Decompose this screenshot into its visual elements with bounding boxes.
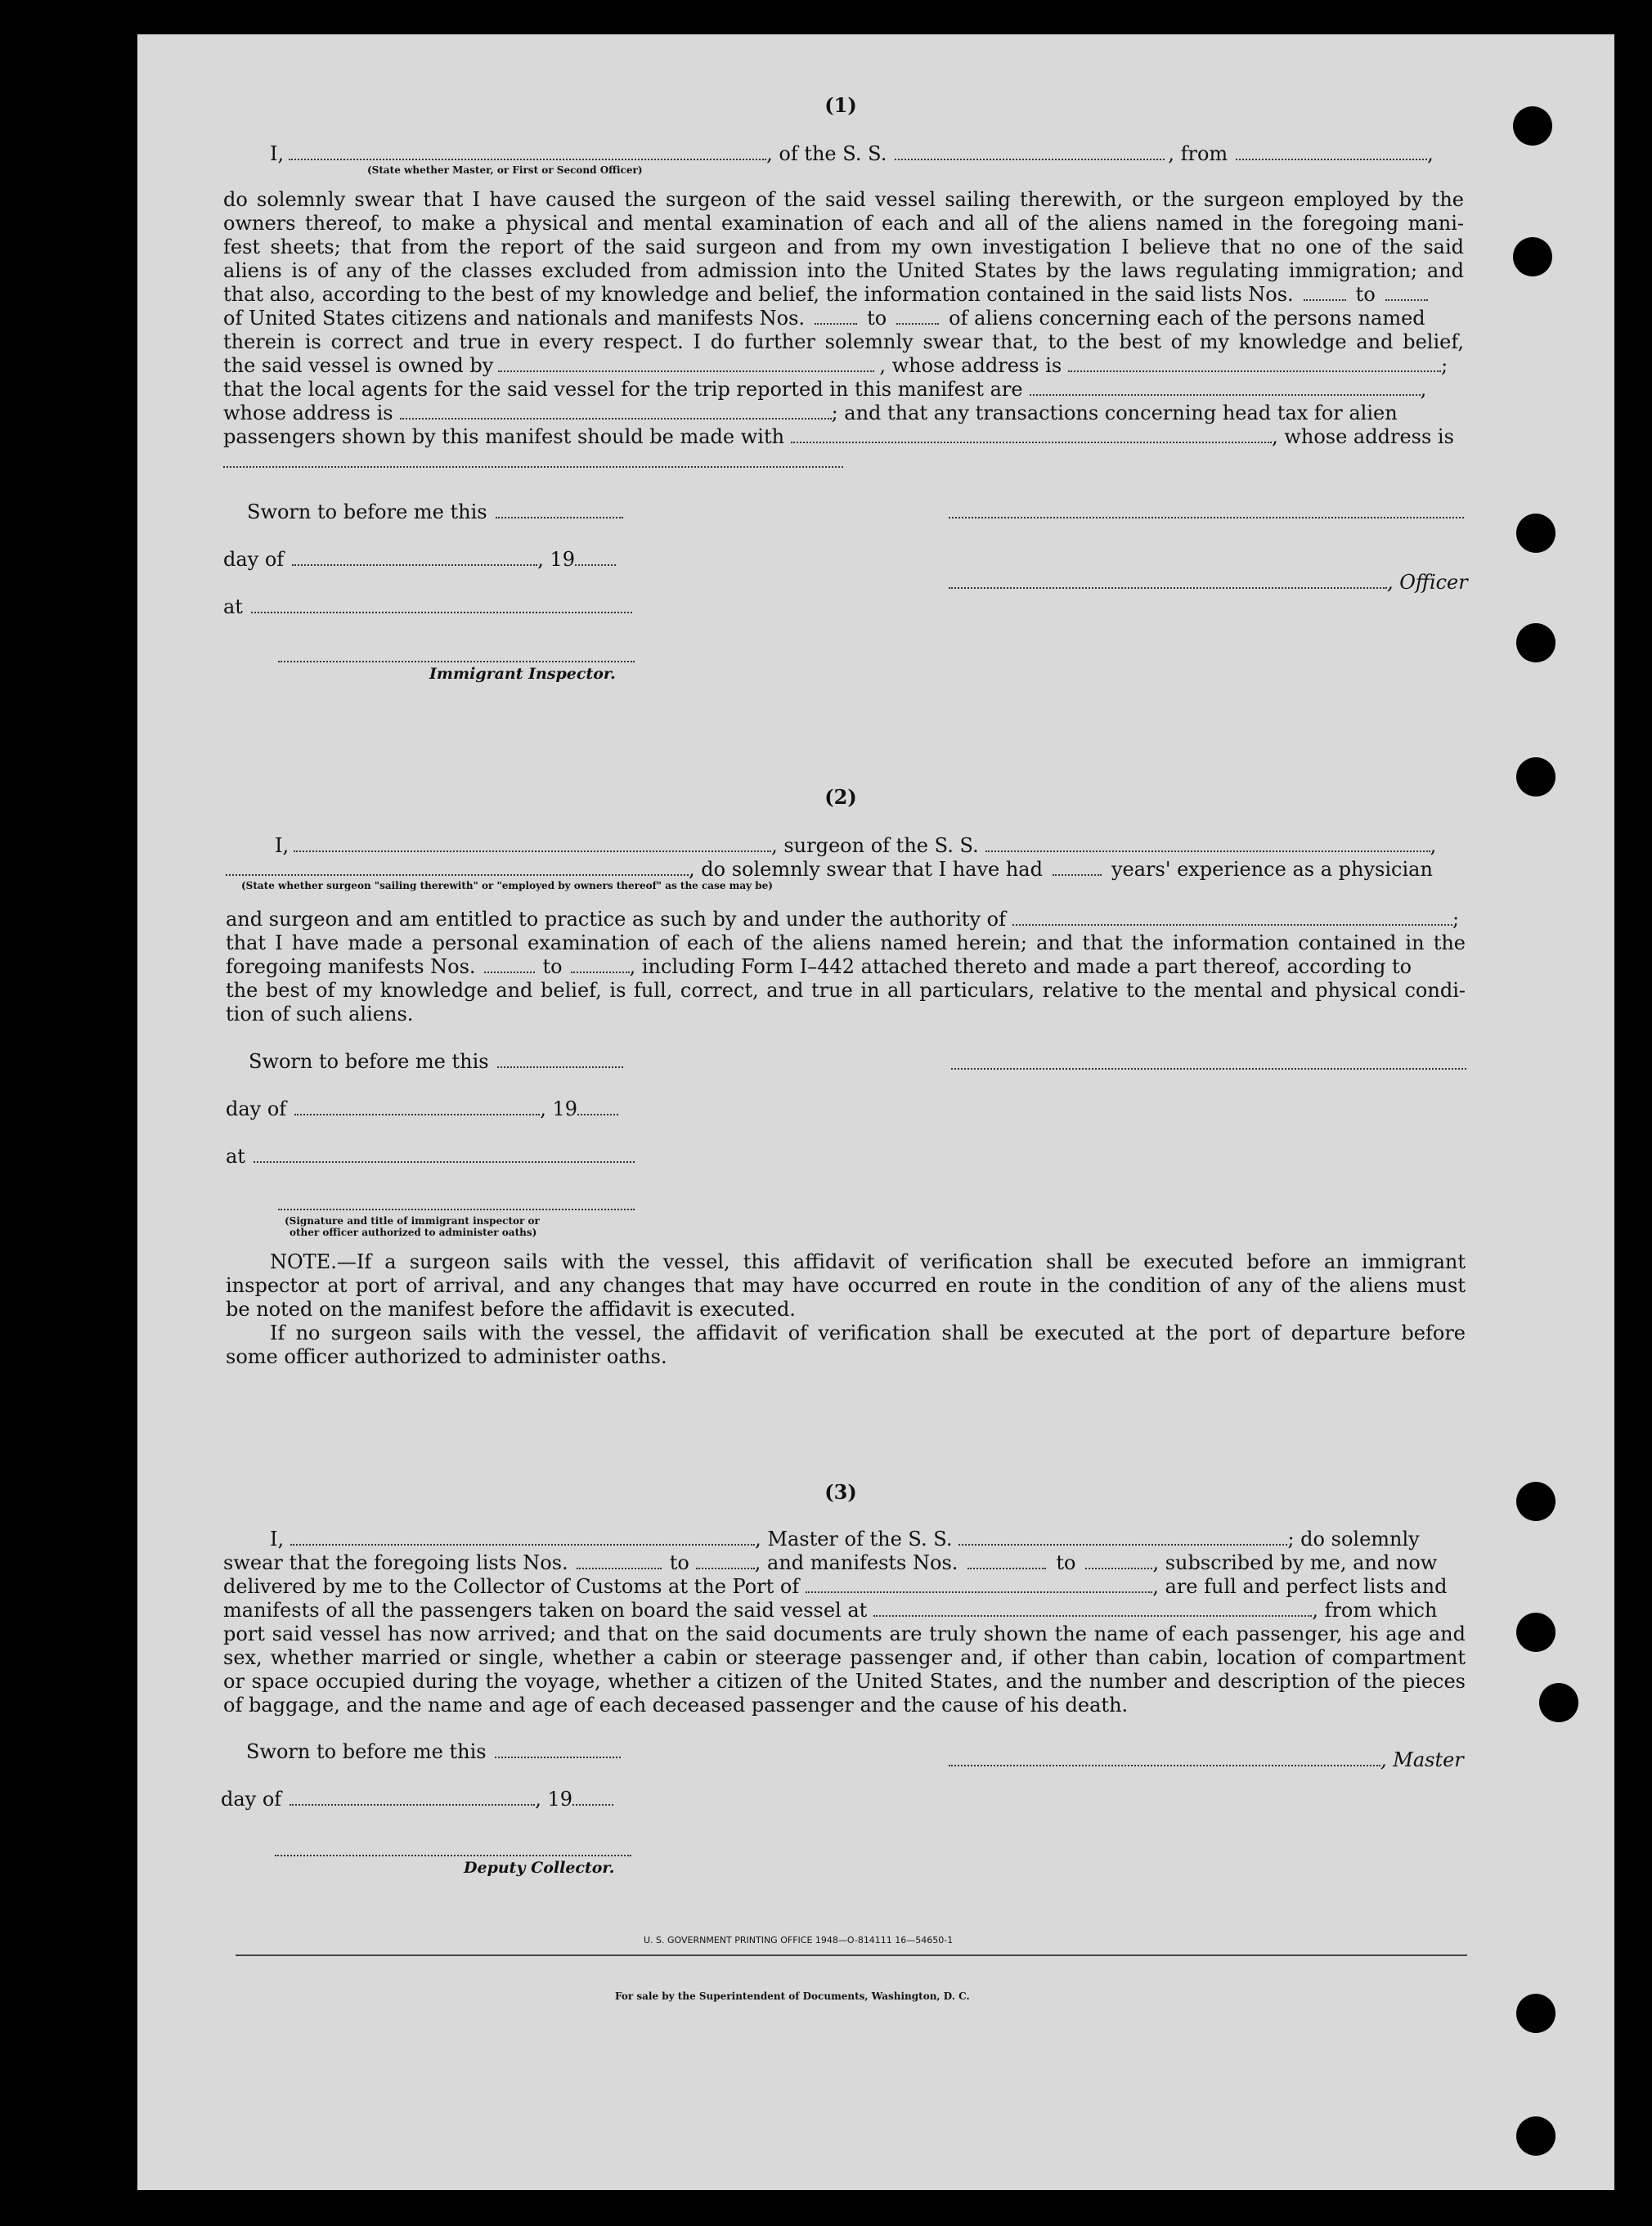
note-text: be noted on the manifest before the affidavit is executed. — [226, 1298, 796, 1321]
manifests-to-field[interactable] — [896, 307, 939, 325]
affidavit-text: port said vessel has now arrived; and that on the said documents are truly shown the name of each passenger, his age and — [223, 1622, 1466, 1645]
section-number: (2) — [824, 785, 857, 809]
form-line: that also, according to the best of my knowledge and belief, the information contained in the said lists Nos. to — [223, 283, 1428, 307]
punch-hole — [1513, 237, 1552, 276]
affidavit-text: fest sheets; that from the report of the said surgeon and from my own investigation I believe that no one of the said — [223, 236, 1464, 258]
head-tax-contact-field[interactable] — [791, 425, 1272, 443]
agents-address-field[interactable] — [400, 402, 832, 420]
form-line: Sworn to before me this — [247, 500, 623, 524]
surgeon-signature-line[interactable] — [951, 1068, 1466, 1070]
owner-field[interactable] — [498, 354, 874, 372]
surgeon-vessel-field[interactable] — [985, 834, 1430, 852]
sworn-year-field[interactable] — [572, 1788, 613, 1806]
affidavit-text: tion of such aliens. — [226, 1003, 414, 1025]
form-line: , Master — [949, 1748, 1464, 1772]
surgeon-status-field[interactable] — [226, 858, 689, 876]
sworn-date-field[interactable] — [497, 1050, 623, 1068]
officer-name-field[interactable] — [949, 571, 1387, 589]
surgeon-name-field[interactable] — [294, 834, 771, 852]
sworn-month-field[interactable] — [292, 548, 537, 566]
punch-hole — [1516, 1613, 1555, 1652]
form-line: I, , of the S. S. , from , — [270, 142, 1434, 165]
form-line: day of , 19 — [223, 548, 616, 572]
form-line: Sworn to before me this — [249, 1050, 623, 1074]
master-vessel-field[interactable] — [958, 1528, 1287, 1546]
lists-to-field[interactable] — [1385, 283, 1428, 301]
officer-signature-line[interactable] — [949, 517, 1464, 518]
punch-hole — [1516, 2116, 1555, 2156]
punch-hole — [1539, 1683, 1578, 1722]
sworn-place-field[interactable] — [251, 595, 632, 613]
years-experience-field[interactable] — [1053, 858, 1102, 876]
form-line: day of , 19 — [221, 1788, 613, 1811]
form-line: the said vessel is owned by , whose address is ; — [223, 354, 1448, 377]
sale-notice: For sale by the Superintendent of Documents, Washington, D. C. — [615, 1990, 970, 2002]
form-line: that the local agents for the said vessel for the trip reported in this manifest are , — [223, 378, 1427, 401]
footer-rule — [236, 1954, 1467, 1956]
oath-officer-signature-line[interactable] — [278, 1209, 635, 1210]
affidavit-text: that I have made a personal examination of each of the aliens named herein; and that the information contained in the — [226, 931, 1466, 954]
local-agents-field[interactable] — [1030, 378, 1421, 396]
sworn-month-field[interactable] — [294, 1097, 540, 1115]
practice-authority-field[interactable] — [1012, 908, 1452, 926]
form-line: passengers shown by this manifest should be made with , whose address is — [223, 425, 1454, 448]
master-name-field[interactable] — [290, 1528, 755, 1546]
master-lists-from-field[interactable] — [577, 1551, 662, 1569]
lists-from-field[interactable] — [1304, 283, 1346, 301]
note-text: If no surgeon sails with the vessel, the affidavit of verification shall be executed at the port of departure before — [270, 1322, 1466, 1344]
departure-port-field[interactable] — [1236, 142, 1427, 160]
surgeon-manifests-from-field[interactable] — [484, 955, 535, 973]
embarkation-port-field[interactable] — [873, 1599, 1312, 1617]
form-line: of United States citizens and nationals and manifests Nos. to of aliens concerning each of the persons named — [223, 307, 1425, 330]
master-lists-to-field[interactable] — [696, 1551, 755, 1569]
affidavit-text: or space occupied during the voyage, whether a citizen of the United States, and the number and description of the pieces — [223, 1670, 1466, 1693]
sworn-date-field[interactable] — [496, 500, 623, 518]
vessel-name-field[interactable] — [895, 142, 1165, 160]
signature-caption: (Signature and title of immigrant inspector or — [285, 1215, 540, 1227]
section-number: (1) — [824, 93, 857, 117]
master-manifests-from-field[interactable] — [967, 1551, 1046, 1569]
note-text: inspector at port of arrival, and any changes that may have occurred en route in the condition of any of the aliens must — [226, 1274, 1466, 1297]
affidavit-text: owners thereof, to make a physical and mental examination of each and all of the aliens named in the foregoing mani- — [223, 212, 1464, 235]
form-line: whose address is ; and that any transactions concerning head tax for alien — [223, 402, 1398, 424]
form-line: and surgeon and am entitled to practice as such by and under the authority of ; — [226, 908, 1460, 931]
punch-hole — [1516, 623, 1555, 662]
form-line: day of , 19 — [226, 1097, 618, 1121]
sworn-year-field[interactable] — [577, 1097, 618, 1115]
master-signature-field[interactable] — [949, 1748, 1380, 1766]
owner-address-field[interactable] — [1068, 354, 1441, 372]
signature-caption: other officer authorized to administer oaths) — [290, 1227, 537, 1238]
sworn-year-field[interactable] — [575, 548, 616, 566]
form-line: manifests of all the passengers taken on board the said vessel at , from which — [223, 1599, 1438, 1622]
form-line: , Officer — [949, 571, 1468, 595]
affidavit-text: of baggage, and the name and age of each deceased passenger and the cause of his death. — [223, 1694, 1129, 1717]
printing-office-line: U. S. GOVERNMENT PRINTING OFFICE 1948—O-814111 16—54650-1 — [644, 1935, 954, 1946]
field-hint: (State whether surgeon "sailing therewith" or "employed by owners thereof" as the case may be) — [241, 880, 773, 891]
section-number: (3) — [824, 1480, 857, 1504]
form-line: foregoing manifests Nos. to , including Form I–442 attached thereto and made a part thereof, according to — [226, 955, 1412, 978]
form-line: , do solemnly swear that I have had years' experience as a physician — [226, 858, 1433, 882]
form-line: delivered by me to the Collector of Customs at the Port of , are full and perfect lists and — [223, 1575, 1448, 1598]
affidavit-text: do solemnly swear that I have caused the surgeon of the said vessel sailing therewith, or the surgeon employed by the — [223, 188, 1464, 211]
field-hint: (State whether Master, or First or Second Officer) — [367, 164, 643, 176]
punch-hole — [1516, 514, 1555, 553]
master-manifests-to-field[interactable] — [1085, 1551, 1152, 1569]
form-line: at — [223, 595, 632, 619]
customs-port-field[interactable] — [806, 1575, 1152, 1593]
note-text: NOTE.—If a surgeon sails with the vessel, this affidavit of verification shall be executed before an immigrant — [270, 1250, 1466, 1273]
affidavit-text: sex, whether married or single, whether a cabin or steerage passenger and, if other than cabin, location of compartment — [223, 1646, 1466, 1669]
affidavit-text: the best of my knowledge and belief, is full, correct, and true in all particulars, relative to the mental and physical condi- — [226, 979, 1466, 1002]
sworn-date-field[interactable] — [495, 1740, 621, 1758]
form-line: at — [226, 1145, 635, 1169]
sworn-place-field[interactable] — [254, 1145, 635, 1163]
form-page — [137, 34, 1614, 2190]
note-text: some officer authorized to administer oaths. — [226, 1345, 667, 1368]
punch-hole — [1516, 1994, 1555, 2033]
form-line: swear that the foregoing lists Nos. to , and manifests Nos. to , subscribed by me, and now — [223, 1551, 1438, 1574]
manifests-from-field[interactable] — [815, 307, 857, 325]
signature-caption: Deputy Collector. — [464, 1859, 615, 1877]
affidavit-text: therein is correct and true in every respect. I do further solemnly swear that, to the best of my knowledge and belief, — [223, 330, 1464, 353]
form-line: I, , Master of the S. S. ; do solemnly — [270, 1528, 1420, 1551]
signature-caption: Immigrant Inspector. — [429, 665, 616, 683]
address-continuation-field[interactable] — [223, 466, 843, 468]
form-line: Sworn to before me this — [246, 1740, 621, 1764]
affidavit-text: aliens is of any of the classes excluded from admission into the United States by the laws regulating immigration; and — [223, 259, 1464, 282]
surgeon-manifests-to-field[interactable] — [571, 955, 630, 973]
form-line: I, , surgeon of the S. S. , — [275, 834, 1437, 857]
officer-rank-field[interactable] — [289, 142, 766, 160]
sworn-month-field[interactable] — [290, 1788, 535, 1806]
